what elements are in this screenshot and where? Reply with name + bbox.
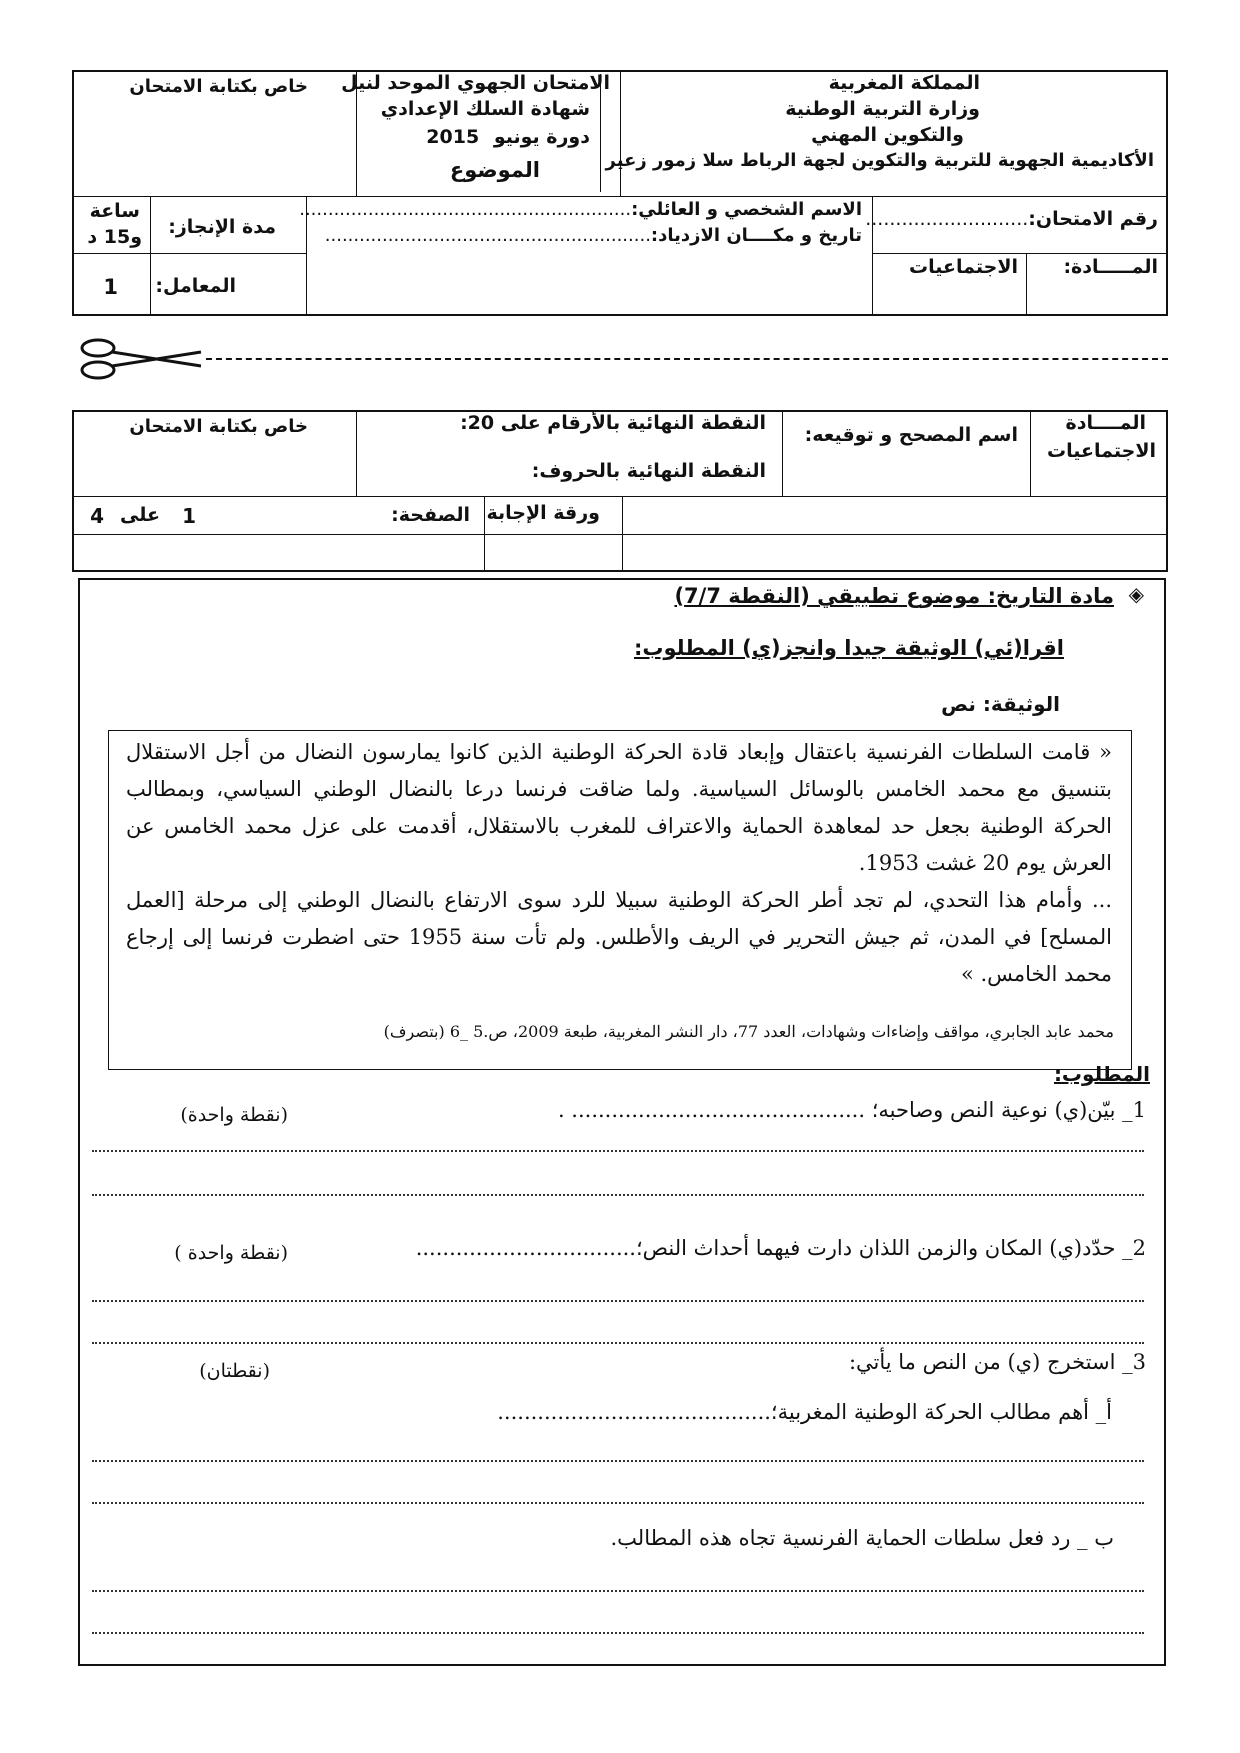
session-label: دورة يونيو bbox=[493, 126, 590, 148]
academy-name: الأكاديمية الجهوية للتربية والتكوين لجهة الرباط سلا زمور زعير bbox=[605, 150, 1154, 171]
score-digits-label[interactable]: النقطة النهائية بالأرقام على 20: bbox=[460, 412, 766, 434]
divider bbox=[72, 253, 306, 254]
session-year: 2015 bbox=[426, 126, 480, 148]
divider bbox=[620, 70, 621, 196]
page-label: الصفحة: bbox=[391, 504, 470, 526]
divider bbox=[150, 196, 151, 316]
question-2-points: (نقطة واحدة ) bbox=[174, 1242, 288, 1264]
subject-label: المـــــادة: bbox=[1063, 256, 1158, 278]
answer-line[interactable] bbox=[92, 1150, 1144, 1152]
subject-word: الموضوع bbox=[449, 158, 540, 182]
subject-value: الاجتماعيات bbox=[909, 256, 1018, 278]
coef-label: المعامل: bbox=[155, 275, 236, 297]
answer-sheet-label: ورقة الإجابة bbox=[486, 502, 600, 524]
question-1: 1_ بيّن(ي) نوعية النص وصاحبه؛ ............................................ . bbox=[557, 1098, 1146, 1122]
document-paragraph-1: « قامت السلطات الفرنسية باعتقال وإبعاد قادة الحركة الوطنية الذين كانوا يمارسون النضال من أجل الاستقلال بتنسيق مع محمد الخامس بالوسائل السياسية. ولما ضاقت فرنسا درعا بالنضال الوطني السياسي، وبمطالب الحركة الوطنية بجعل حد لمعاهدة الحماية والاعتراف للمغرب بالاستقلال، أقدمت على عزل محمد الخامس عن العرش يوم 20 غشت 1953. bbox=[126, 740, 1112, 875]
document-source: محمد عابد الجابري، مواقف وإضاءات وشهادات، العدد 77، دار النشر المغربية، طبعة 2009، ص.5 _6 (بتصرف) bbox=[383, 1022, 1114, 1041]
required-label: المطلوب: bbox=[1053, 1062, 1150, 1086]
document-paragraph-2: ... وأمام هذا التحدي، لم تجد أطر الحركة الوطنية سبيلا للرد سوى الارتفاع بالنضال الوطني إلى مرحلة [العمل المسلح] في المدن، ثم جيش التحرير في الريف والأطلس. ولم تأت سنة 1955 حتى اضطرت فرنسا إلى إرجاع محمد الخامس. » bbox=[126, 888, 1112, 986]
ministry-line-1: وزارة التربية الوطنية bbox=[785, 98, 980, 120]
score-letters-label[interactable]: النقطة النهائية بالحروف: bbox=[531, 460, 766, 482]
duration-hour: ساعة bbox=[89, 200, 140, 222]
cut-line bbox=[206, 358, 1168, 360]
name-field[interactable] bbox=[299, 199, 862, 220]
page-total: 4 bbox=[90, 504, 104, 528]
divider bbox=[872, 253, 1168, 254]
exam-number-dots: ........................... bbox=[865, 208, 1029, 230]
divider bbox=[484, 496, 485, 572]
divider bbox=[72, 534, 1168, 535]
question-3-points: (نقطتان) bbox=[199, 1360, 270, 1382]
divider bbox=[622, 496, 623, 572]
answer-line[interactable] bbox=[92, 1342, 1144, 1344]
page-of: على bbox=[120, 504, 160, 526]
question-3a: أ_ أهم مطالب الحركة الوطنية المغربية؛......................................... bbox=[497, 1400, 1112, 1424]
reserved-label: خاص بكتابة الامتحان bbox=[129, 76, 308, 97]
divider bbox=[356, 410, 357, 496]
divider bbox=[1030, 410, 1031, 496]
exam-title-2: شهادة السلك الإعدادي bbox=[380, 98, 590, 120]
question-1-points: (نقطة واحدة) bbox=[180, 1104, 288, 1126]
exam-number-field[interactable] bbox=[865, 208, 1158, 230]
scissors-icon bbox=[76, 336, 206, 382]
instruction: اقرا(ئي) الوثيقة جيدا وانجز(ي) المطلوب: bbox=[633, 636, 1064, 660]
birth-dots: ......................................................... bbox=[324, 225, 651, 246]
grading-subject-label: المــــادة bbox=[1065, 412, 1146, 434]
kingdom-title: المملكة المغربية bbox=[828, 72, 980, 94]
grading-reserved-label: خاص بكتابة الامتحان bbox=[129, 416, 308, 437]
answer-line[interactable] bbox=[92, 1632, 1144, 1634]
question-3: 3_ استخرج (ي) من النص ما يأتي: bbox=[848, 1350, 1146, 1374]
birth-label: تاريخ و مكــــان الازدياد: bbox=[650, 225, 862, 246]
divider bbox=[1026, 253, 1027, 316]
diamond-icon: ◈ bbox=[1128, 582, 1144, 606]
birth-field[interactable] bbox=[325, 225, 862, 246]
answer-line[interactable] bbox=[92, 1590, 1144, 1592]
document-label: الوثيقة: نص bbox=[941, 692, 1060, 716]
section-title: مادة التاريخ: موضوع تطبيقي (النقطة 7/7) bbox=[674, 584, 1114, 608]
name-label: الاسم الشخصي و العائلي: bbox=[631, 199, 862, 220]
corrector-label[interactable]: اسم المصحح و توقيعه: bbox=[804, 424, 1018, 446]
exam-session bbox=[426, 126, 590, 148]
question-2: 2_ حدّد(ي) المكان والزمن اللذان دارت فيهما أحداث النص؛................................. bbox=[415, 1236, 1146, 1260]
divider bbox=[782, 410, 783, 496]
answer-line[interactable] bbox=[92, 1300, 1144, 1302]
name-dots: .......................................................... bbox=[299, 199, 632, 220]
grading-subject-value: الاجتماعيات bbox=[1047, 440, 1156, 462]
ministry-line-2: والتكوين المهني bbox=[811, 124, 964, 146]
page-number: 1 bbox=[182, 504, 196, 528]
duration-minutes: و15 د bbox=[87, 226, 142, 248]
exam-title-1: الامتحان الجهوي الموحد لنيل bbox=[341, 72, 610, 94]
divider bbox=[72, 496, 1168, 497]
duration-label: مدة الإنجاز: bbox=[168, 216, 276, 238]
question-3b: ب _ رد فعل سلطات الحماية الفرنسية تجاه هذه المطالب. bbox=[610, 1526, 1114, 1550]
exam-number-label: رقم الامتحان: bbox=[1028, 208, 1158, 230]
coef-value: 1 bbox=[103, 275, 118, 299]
answer-line[interactable] bbox=[92, 1194, 1144, 1196]
answer-line[interactable] bbox=[92, 1502, 1144, 1504]
divider bbox=[72, 196, 1168, 197]
answer-line[interactable] bbox=[92, 1460, 1144, 1462]
